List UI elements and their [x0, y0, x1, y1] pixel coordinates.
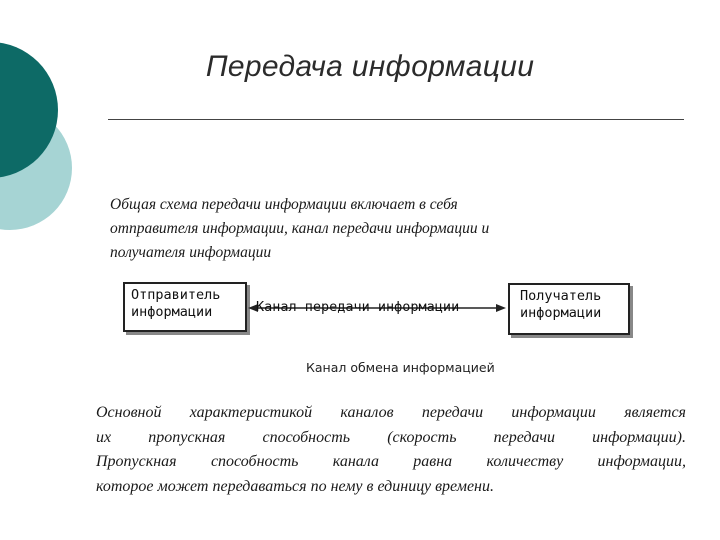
arrowhead-right — [496, 304, 506, 312]
sender-box — [123, 282, 247, 332]
sender-label-line: информации — [131, 304, 213, 320]
receiver-label-line: Получатель — [520, 288, 602, 304]
intro-text — [110, 193, 630, 265]
paragraph-line: Пропускная способность канала равна количеству информации, — [96, 453, 686, 470]
channel-label: Канал передачи информации — [256, 299, 460, 315]
slide-title: Передача информации — [205, 50, 535, 83]
diagram-caption: Канал обмена информацией — [306, 360, 495, 375]
paragraph-line: которое может передаваться по нему в единицу времени. — [96, 477, 494, 495]
receiver-box — [508, 283, 630, 335]
intro-line: отправителя информации, канал передачи информации и — [110, 220, 490, 237]
sender-label-line: Отправитель — [131, 287, 221, 303]
title-divider — [108, 119, 684, 120]
receiver-label-line: информации — [520, 305, 602, 321]
body-paragraph — [96, 401, 686, 499]
intro-line: Общая схема передачи информации включает в себя — [110, 196, 458, 213]
paragraph-line: их пропускная способность (скорость передачи информации). — [96, 428, 686, 446]
paragraph-line: Основной характеристикой каналов передачи информации является — [96, 404, 686, 421]
intro-line: получателя информации — [110, 244, 272, 261]
decorative-circles — [0, 0, 120, 300]
